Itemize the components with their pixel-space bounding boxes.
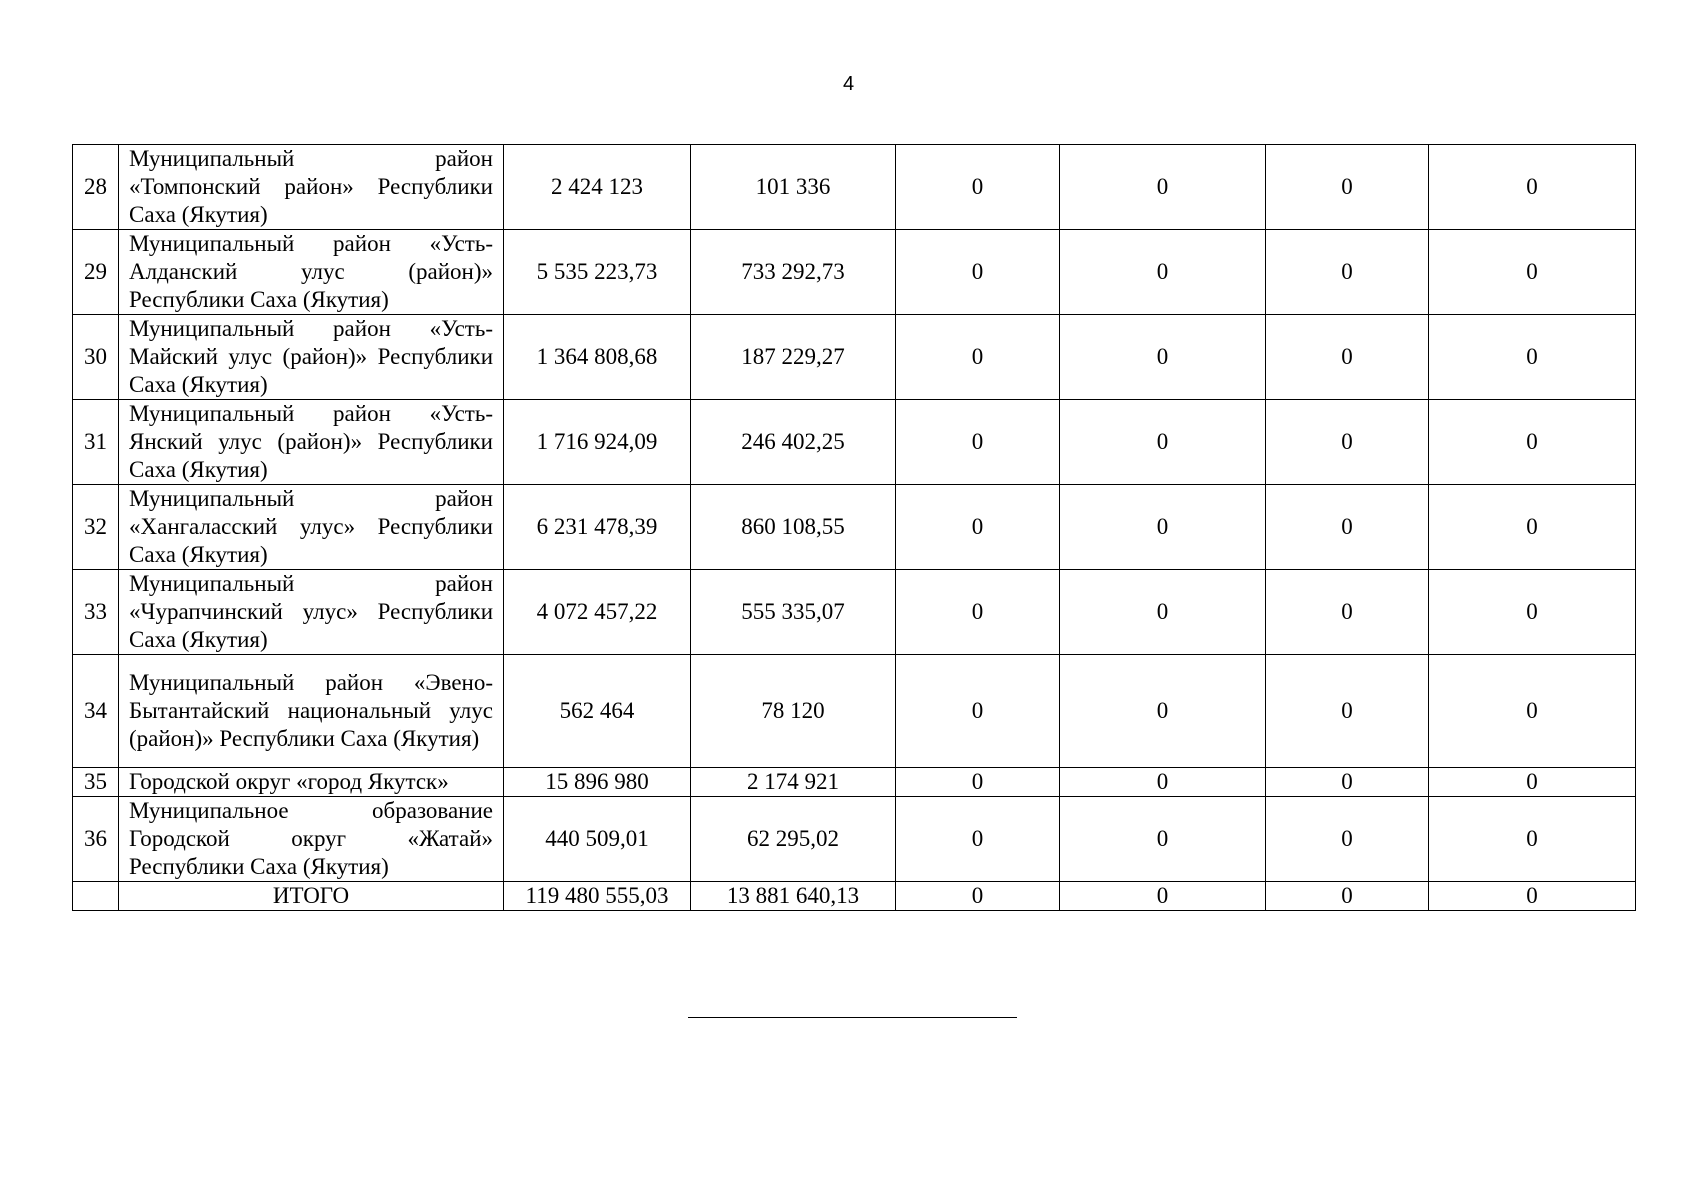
- value-cell-2: 101 336: [691, 145, 896, 230]
- value-cell-4: 0: [1060, 145, 1266, 230]
- value-cell-1: 15 896 980: [504, 768, 691, 797]
- total-label: ИТОГО: [119, 882, 504, 911]
- value-cell-4: 0: [1060, 485, 1266, 570]
- table-row: [73, 400, 1636, 485]
- municipal-allocation-table: [72, 144, 1636, 911]
- value-cell-1: 562 464: [504, 655, 691, 768]
- total-value-4: 0: [1060, 882, 1266, 911]
- value-cell-5: 0: [1266, 400, 1429, 485]
- municipality-name: Муниципальный район «Томпонский район» Республики Саха (Якутия): [119, 145, 504, 230]
- row-number: 31: [73, 400, 119, 485]
- value-cell-2: 555 335,07: [691, 570, 896, 655]
- value-cell-6: 0: [1429, 230, 1636, 315]
- municipality-name: Городской округ «город Якутск»: [119, 768, 504, 797]
- value-cell-5: 0: [1266, 768, 1429, 797]
- total-value-1: 119 480 555,03: [504, 882, 691, 911]
- row-number: 33: [73, 570, 119, 655]
- page-number: 4: [842, 73, 855, 95]
- value-cell-4: 0: [1060, 570, 1266, 655]
- value-cell-5: 0: [1266, 485, 1429, 570]
- value-cell-4: 0: [1060, 797, 1266, 882]
- value-cell-3: 0: [896, 570, 1060, 655]
- value-cell-1: 440 509,01: [504, 797, 691, 882]
- value-cell-1: 1 716 924,09: [504, 400, 691, 485]
- value-cell-3: 0: [896, 797, 1060, 882]
- row-number: 36: [73, 797, 119, 882]
- value-cell-2: 62 295,02: [691, 797, 896, 882]
- table-row: [73, 145, 1636, 230]
- municipality-name: Муниципальный район «Усть-Янский улус (район)» Республики Саха (Якутия): [119, 400, 504, 485]
- total-row-number: [73, 882, 119, 911]
- value-cell-2: 733 292,73: [691, 230, 896, 315]
- municipality-name: Муниципальный район «Хангаласский улус» Республики Саха (Якутия): [119, 485, 504, 570]
- table-row: [73, 797, 1636, 882]
- value-cell-3: 0: [896, 485, 1060, 570]
- value-cell-4: 0: [1060, 400, 1266, 485]
- value-cell-6: 0: [1429, 797, 1636, 882]
- municipality-name: Муниципальный район «Усть-Алданский улус (район)» Республики Саха (Якутия): [119, 230, 504, 315]
- municipality-name: Муниципальный район «Усть-Майский улус (район)» Республики Саха (Якутия): [119, 315, 504, 400]
- row-number: 29: [73, 230, 119, 315]
- total-value-6: 0: [1429, 882, 1636, 911]
- value-cell-2: 860 108,55: [691, 485, 896, 570]
- value-cell-3: 0: [896, 145, 1060, 230]
- municipality-name: Муниципальное образование Городской округ «Жатай» Республики Саха (Якутия): [119, 797, 504, 882]
- value-cell-4: 0: [1060, 230, 1266, 315]
- total-value-3: 0: [896, 882, 1060, 911]
- value-cell-6: 0: [1429, 655, 1636, 768]
- value-cell-6: 0: [1429, 570, 1636, 655]
- value-cell-1: 1 364 808,68: [504, 315, 691, 400]
- end-of-document-rule: [688, 1017, 1017, 1018]
- municipality-name: Муниципальный район «Чурапчинский улус» Республики Саха (Якутия): [119, 570, 504, 655]
- value-cell-6: 0: [1429, 315, 1636, 400]
- table-row: [73, 315, 1636, 400]
- value-cell-1: 6 231 478,39: [504, 485, 691, 570]
- table-row: [73, 570, 1636, 655]
- row-number: 28: [73, 145, 119, 230]
- value-cell-5: 0: [1266, 655, 1429, 768]
- total-row: [73, 882, 1636, 911]
- value-cell-2: 78 120: [691, 655, 896, 768]
- value-cell-3: 0: [896, 400, 1060, 485]
- value-cell-5: 0: [1266, 145, 1429, 230]
- value-cell-1: 4 072 457,22: [504, 570, 691, 655]
- value-cell-5: 0: [1266, 570, 1429, 655]
- value-cell-6: 0: [1429, 485, 1636, 570]
- row-number: 34: [73, 655, 119, 768]
- value-cell-3: 0: [896, 655, 1060, 768]
- value-cell-2: 2 174 921: [691, 768, 896, 797]
- value-cell-2: 187 229,27: [691, 315, 896, 400]
- value-cell-6: 0: [1429, 145, 1636, 230]
- value-cell-3: 0: [896, 768, 1060, 797]
- row-number: 30: [73, 315, 119, 400]
- value-cell-6: 0: [1429, 400, 1636, 485]
- value-cell-5: 0: [1266, 230, 1429, 315]
- value-cell-3: 0: [896, 315, 1060, 400]
- table-row: [73, 655, 1636, 768]
- table-row: [73, 230, 1636, 315]
- value-cell-2: 246 402,25: [691, 400, 896, 485]
- value-cell-5: 0: [1266, 797, 1429, 882]
- value-cell-1: 5 535 223,73: [504, 230, 691, 315]
- value-cell-4: 0: [1060, 315, 1266, 400]
- value-cell-4: 0: [1060, 655, 1266, 768]
- total-value-5: 0: [1266, 882, 1429, 911]
- value-cell-6: 0: [1429, 768, 1636, 797]
- total-value-2: 13 881 640,13: [691, 882, 896, 911]
- value-cell-5: 0: [1266, 315, 1429, 400]
- row-number: 35: [73, 768, 119, 797]
- value-cell-1: 2 424 123: [504, 145, 691, 230]
- table-row: [73, 485, 1636, 570]
- value-cell-4: 0: [1060, 768, 1266, 797]
- value-cell-3: 0: [896, 230, 1060, 315]
- municipality-name: Муниципальный район «Эвено-Бытантайский национальный улус (район)» Республики Саха (Якутия): [119, 655, 504, 768]
- row-number: 32: [73, 485, 119, 570]
- table-row: [73, 768, 1636, 797]
